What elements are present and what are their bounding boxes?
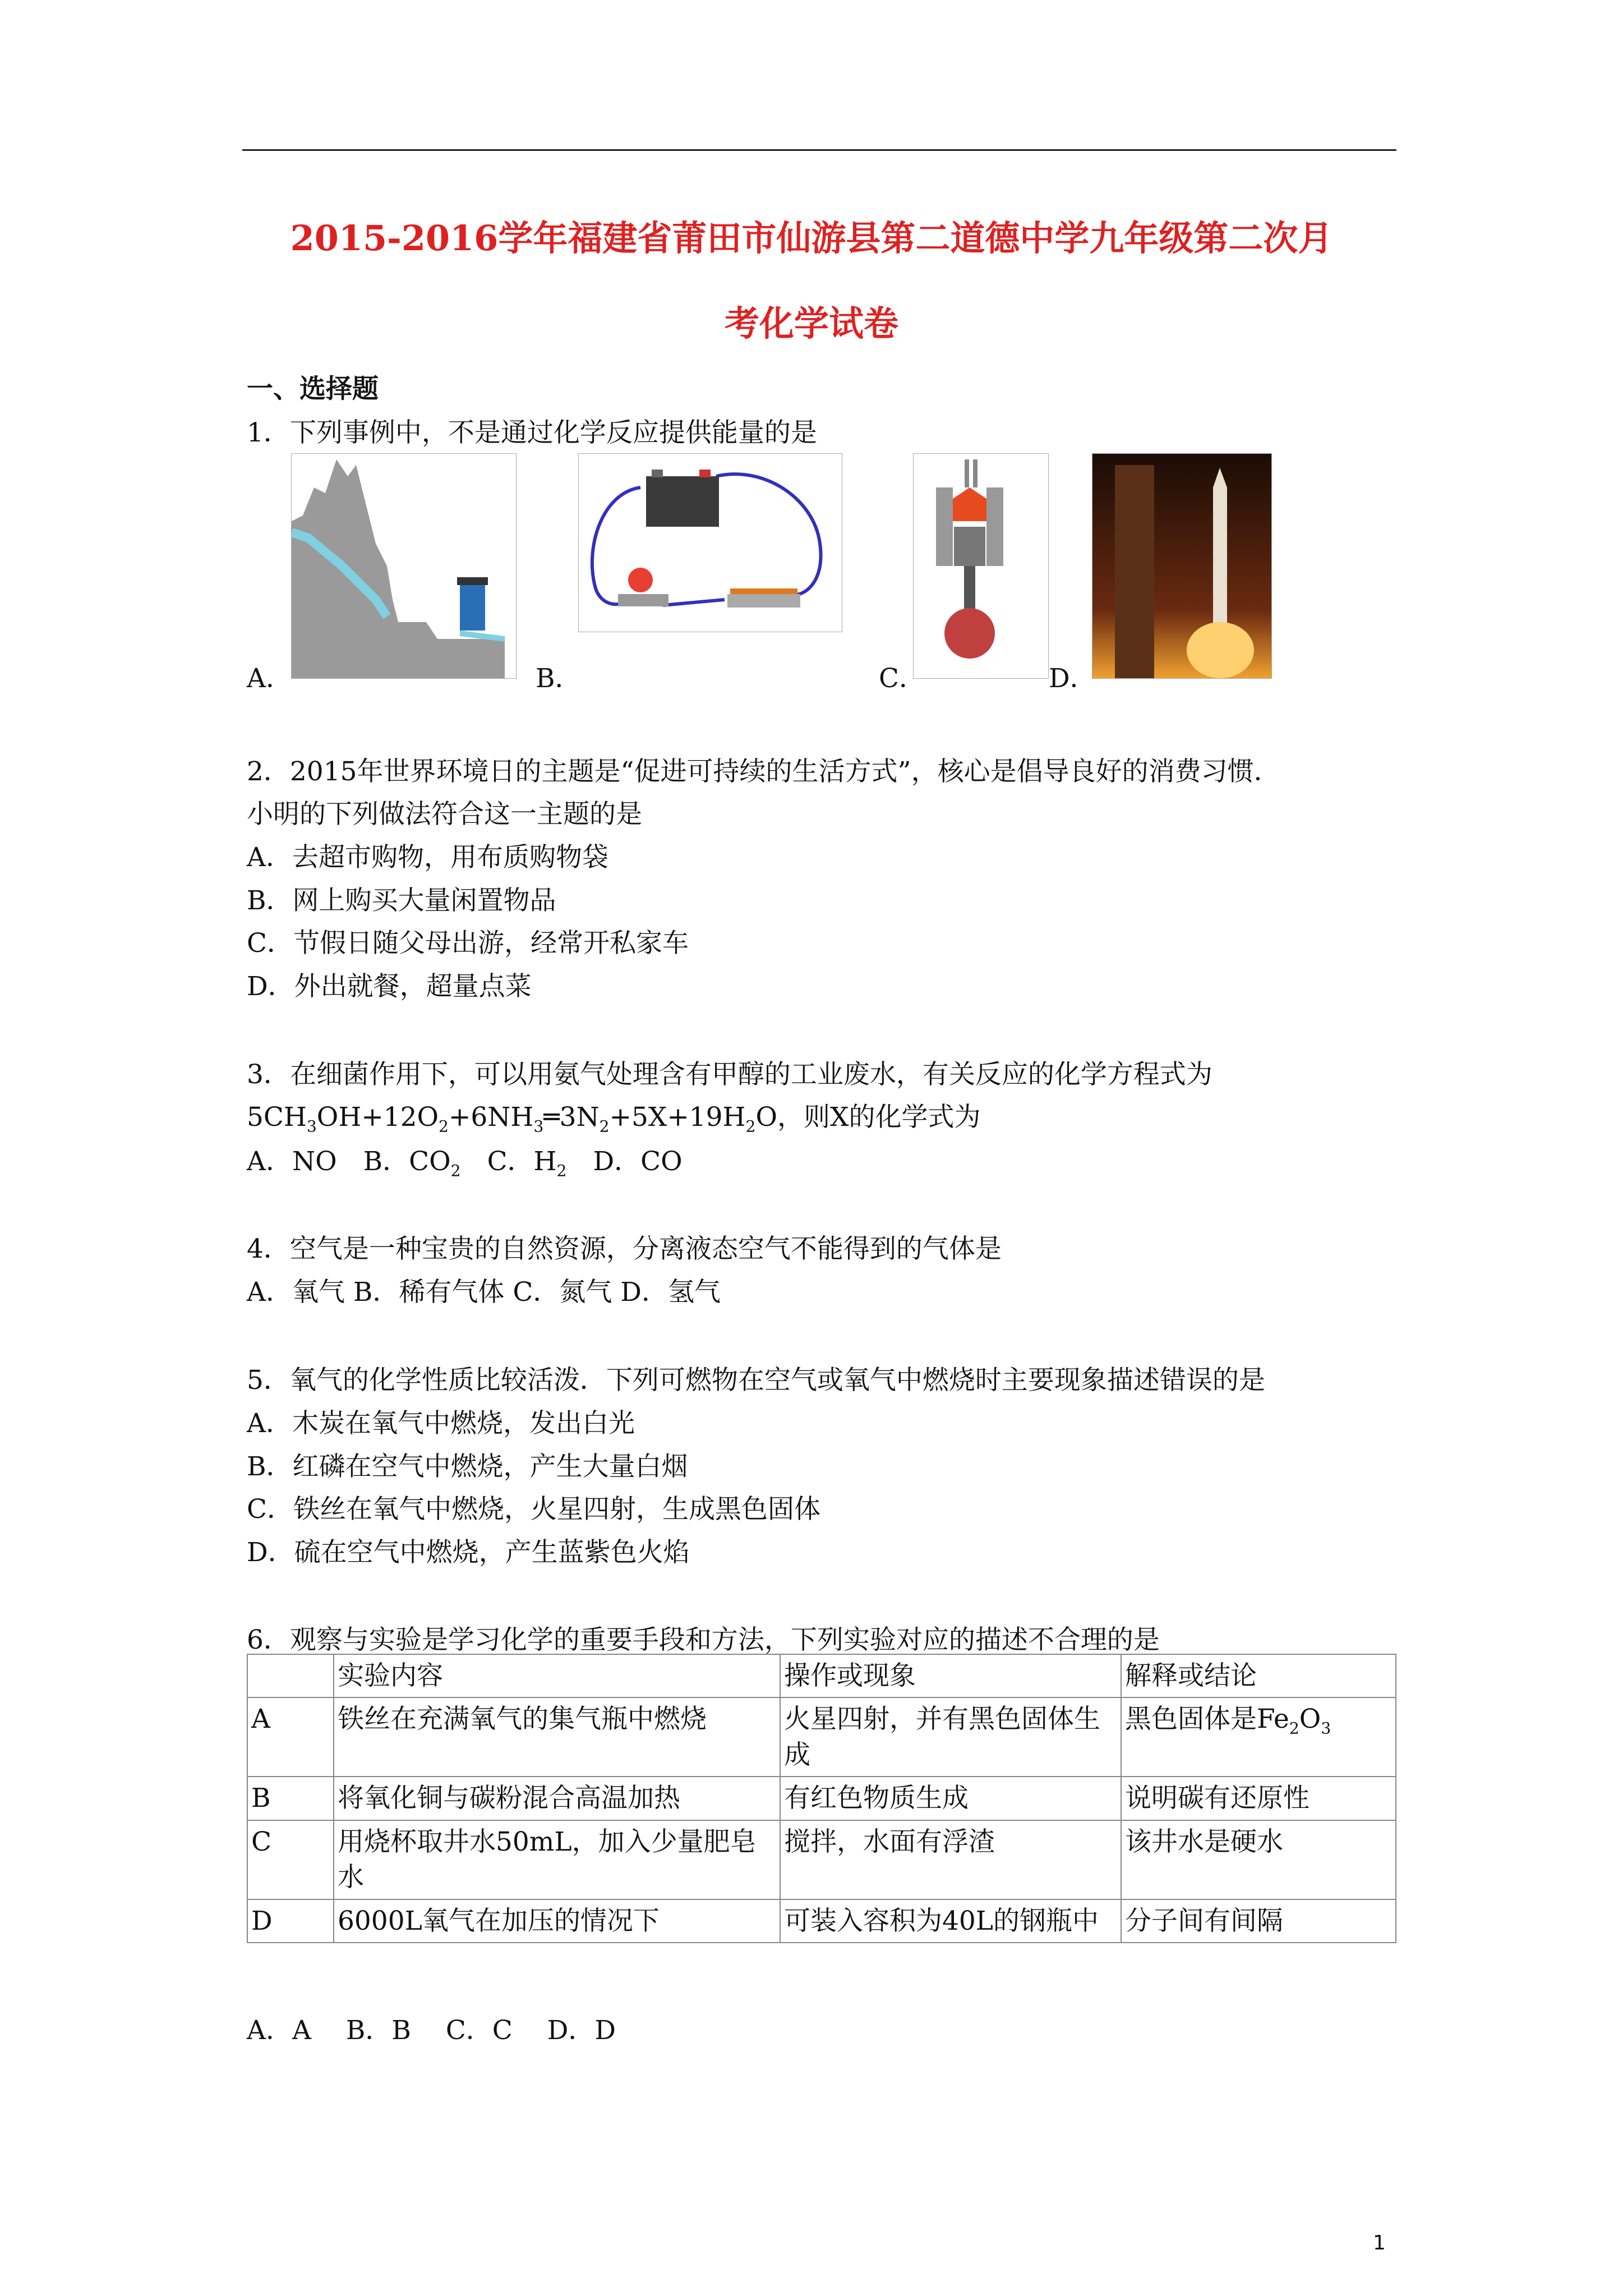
- q3-option-a: A．NO: [247, 1146, 337, 1177]
- q2-option-b: B．网上购买大量闲置物品: [247, 885, 556, 916]
- row-content: 6000L氧气在加压的情况下: [334, 1899, 780, 1943]
- q3-option-d: D．CO: [593, 1146, 683, 1177]
- table-row: [247, 1820, 1396, 1899]
- q3-option-b: B．$CO_2$: [363, 1146, 461, 1180]
- row-id: A: [247, 1697, 334, 1777]
- q4-options: A．氧气 B．稀有气体 C．氮气 D．氢气: [247, 1277, 721, 1308]
- table-header-cell: 操作或现象: [780, 1654, 1121, 1697]
- table-header-cell: 实验内容: [334, 1654, 780, 1697]
- q5-option-d: D．硫在空气中燃烧，产生蓝紫色火焰: [247, 1537, 690, 1568]
- q3-option-c: C．$H_2$: [487, 1146, 567, 1180]
- q2-stem-line2: 小明的下列做法符合这一主题的是: [247, 799, 642, 830]
- q4-stem: 4．空气是一种宝贵的自然资源，分离液态空气不能得到的气体是: [247, 1234, 1002, 1264]
- row-phenomenon: 可装入容积为40L的钢瓶中: [780, 1899, 1121, 1943]
- rocket-launch-figure: [1092, 453, 1272, 679]
- table-header-cell: 解释或结论: [1121, 1654, 1396, 1697]
- row-content: 铁丝在充满氧气的集气瓶中燃烧: [334, 1697, 780, 1777]
- q2-option-a: A．去超市购物，用布质购物袋: [247, 842, 608, 873]
- row-id: B: [247, 1777, 334, 1820]
- q6-stem: 6．观察与实验是学习化学的重要手段和方法，下列实验对应的描述不合理的是: [247, 1625, 1160, 1655]
- q1-option-b: B．: [536, 663, 582, 694]
- page-title-line1: 2015-2016学年福建省莆田市仙游县第二道德中学九年级第二次月: [290, 218, 1333, 259]
- row-id: D: [247, 1899, 334, 1943]
- q6-table: [247, 1654, 1396, 1943]
- q5-stem: 5．氧气的化学性质比较活泼．下列可燃物在空气或氧气中燃烧时主要现象描述错误的是: [247, 1365, 1265, 1396]
- row-conclusion: 黑色固体是$Fe_2O_3$: [1121, 1697, 1396, 1777]
- q6-options: A．A B．B C．C D．D: [247, 2015, 616, 2046]
- table-row: [247, 1697, 1396, 1777]
- q1-option-c: C．: [879, 663, 925, 694]
- page-number: 1: [1373, 2231, 1386, 2254]
- battery-circuit-figure: [578, 453, 842, 632]
- page-title-line2: 考化学试卷: [724, 303, 898, 344]
- hydropower-figure: [291, 453, 517, 679]
- row-phenomenon: 有红色物质生成: [780, 1777, 1121, 1820]
- q3-equation: $5CH_3OH+12O_2+6NH_3═3N_2+5X+19H_2O$，则X的化学式为: [247, 1102, 981, 1136]
- q1-option-d: D．: [1049, 663, 1096, 694]
- q3-stem: 3．在细菌作用下，可以用氨气处理含有甲醇的工业废水，有关反应的化学方程式为: [247, 1059, 1212, 1090]
- q2-option-d: D．外出就餐，超量点菜: [247, 971, 532, 1002]
- row-phenomenon: 搅拌，水面有浮渣: [780, 1820, 1121, 1899]
- table-header-row: [247, 1654, 1396, 1697]
- table-row: [247, 1899, 1396, 1943]
- row-conclusion: 说明碳有还原性: [1121, 1777, 1396, 1820]
- q1-stem: 1．下列事例中，不是通过化学反应提供能量的是: [247, 417, 817, 448]
- q5-option-b: B．红磷在空气中燃烧，产生大量白烟: [247, 1451, 688, 1482]
- row-phenomenon: 火星四射，并有黑色固体生成: [780, 1697, 1121, 1777]
- q5-option-a: A．木炭在氧气中燃烧，发出白光: [247, 1408, 635, 1439]
- top-rule: [242, 149, 1396, 151]
- table-row: [247, 1777, 1396, 1820]
- q1-option-a: A．: [247, 663, 292, 694]
- q2-stem-line1: 2．2015年世界环境日的主题是“促进可持续的生活方式”，核心是倡导良好的消费习惯．: [247, 756, 1280, 787]
- row-id: C: [247, 1820, 334, 1899]
- q5-option-c: C．铁丝在氧气中燃烧，火星四射，生成黑色固体: [247, 1494, 820, 1525]
- q2-option-c: C．节假日随父母出游，经常开私家车: [247, 928, 689, 959]
- engine-piston-figure: [913, 453, 1049, 679]
- table-header-cell: [247, 1654, 334, 1697]
- row-content: 将氧化铜与碳粉混合高温加热: [334, 1777, 780, 1820]
- row-conclusion: 该井水是硬水: [1121, 1820, 1396, 1899]
- section-heading: 一、选择题: [247, 374, 379, 404]
- row-content: 用烧杯取井水50mL，加入少量肥皂水: [334, 1820, 780, 1899]
- q3-options: [247, 1148, 683, 1179]
- row-conclusion: 分子间有间隔: [1121, 1899, 1396, 1943]
